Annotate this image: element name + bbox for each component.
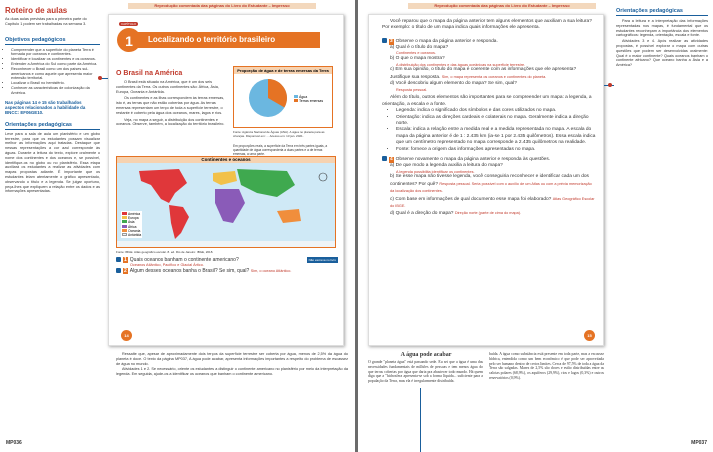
map-graphic bbox=[117, 163, 336, 248]
question-4a: a) De que modo a legenda auxilia a leitura do mapa? bbox=[390, 163, 503, 169]
question-text: Observe novamente o mapa da página anterior e responda às questões. bbox=[395, 156, 551, 162]
map-source: Fonte: IBGE. Atlas geográfico escolar. 8. ed. Rio de Janeiro: IBGE, 2018. bbox=[116, 250, 214, 254]
activity-icon bbox=[116, 268, 121, 273]
bullet-item: • Fonte: fornece a origem das informações apresentadas no mapa. bbox=[396, 147, 596, 153]
questions-1-2 bbox=[116, 257, 338, 274]
question-text: Qual é a direção do mapa? bbox=[395, 211, 454, 217]
paragraph: O Brasil está situado na América, que é um dos seis continentes da Terra. Os outros continentes são: África, Ásia, Europa, Oceania e Antártida. bbox=[116, 80, 219, 94]
bullet-item: • Escala: indica a relação entre a medida real e a medida representada no mapa. A escala do mapa da página anterior é de 1 : 2.435 km (ia-se 1 por 2.435 quilômetros). Essa escala indica que um centímetro representado no mapa corresponde a 2.435 quilômetros na realidade. bbox=[396, 127, 596, 146]
objetivo-item: • Localizar o Brasil no hemisfério. bbox=[11, 81, 100, 86]
question-number: 1 bbox=[124, 257, 127, 263]
asia-shape bbox=[237, 169, 295, 197]
answer-3c: Sim, o mapa representa os oceanos e continentes do planeta. bbox=[441, 74, 547, 79]
question-4d: d) Qual é a direção do mapa? Direção norte (parte de cima do mapa). bbox=[390, 211, 522, 217]
reading-box bbox=[368, 352, 604, 384]
legend-swatch bbox=[122, 233, 127, 236]
question-3a: a) Qual é o título do mapa? bbox=[390, 44, 449, 50]
page-number-15: 15 bbox=[584, 330, 595, 341]
answer-3d: Resposta pessoal. bbox=[396, 87, 428, 92]
africa-shape bbox=[215, 189, 245, 223]
elements-paragraph: Além do título, outros elementos são importantes para se compreender um mapa: a legenda, a orientação, a escala e a fonte. bbox=[382, 95, 592, 107]
question-3d: d) Você descobriu algum elemento do mapa? Se sim, qual? bbox=[390, 81, 517, 87]
bottom-text: Ressalte que, apesar de aproximadamente dois terços da superfície terrestre ser coberta por água, menos de 2,5% da água do planeta é doce. O texto da página MP037, A água pode acabar, apresenta informações importantes a respeito do problema de escassez de água no mundo. bbox=[116, 352, 348, 366]
legend-label: Antártida bbox=[128, 233, 142, 238]
legend-swatch bbox=[122, 212, 127, 215]
header-banner-right: Reprodução comentada das páginas do Livro do Estudante – Impresso bbox=[408, 3, 596, 9]
footer-right: MP037 bbox=[691, 440, 707, 446]
compass-icon bbox=[319, 173, 327, 181]
question-3 bbox=[382, 38, 596, 45]
section-title: O Brasil na América bbox=[116, 70, 183, 77]
question-3b: b) O que o mapa mostra? bbox=[390, 56, 445, 62]
question-4c: c) Com base em informações de qual documento esse mapa foi elaborado? Atlas Geográfico Escolar do IBGE. bbox=[390, 196, 595, 209]
legend-label: América bbox=[128, 212, 141, 216]
objetivo-item: • Identificar e localizar os continentes e os oceanos. bbox=[11, 57, 100, 62]
pie-caption: Em proporções reais, a superfície da Terra em três partes iguais, a quantidade de água corresponderia a duas partes e a de terras emersas, a uma parte. bbox=[233, 144, 328, 156]
atividades-note: Atividades 3 e 4. Após realizar as atividades propostas, é possível explorar o mapa com outras questões que podem ser desenvolvidas oralmente: Qual é o maior continente? Quais oceanos banham o continente africano? Que oceano banha a Ásia e a América? bbox=[616, 39, 708, 68]
bullet-item: • Orientação: indica as direções cardeais e colaterais no mapa. Geralmente indica a direção norte. bbox=[396, 115, 596, 128]
orientacoes-text-right: Para a leitura e a interpretação das informações representadas nos mapas, é fundamental que os estudantes reconheçam a importância dos elementos cartográficos: legenda, orientação, escala e fonte. bbox=[616, 19, 708, 38]
question-text: Você descobriu algum elemento do mapa? Se sim, qual? bbox=[395, 81, 517, 87]
bullet-item: • Legenda: indica o significado dos símbolos e das cores utilizados no mapa. bbox=[396, 108, 596, 114]
legend-swatch bbox=[122, 216, 127, 219]
page15-content bbox=[382, 19, 596, 218]
header-banner-left: Reprodução comentada das páginas do Livro do Estudante – Impresso bbox=[128, 3, 316, 9]
spine bbox=[355, 0, 358, 452]
answer-4b: Resposta pessoal. Seria possível com o auxílio de um Atlas ou com a prévia memorização da localização dos continentes. bbox=[390, 181, 592, 194]
orientacoes-title-left: Orientações pedagógicas bbox=[5, 122, 100, 130]
objetivo-item: • Compreender que a superfície do planeta Terra é formada por oceanos e continentes. bbox=[11, 48, 100, 58]
intro-text: Você reparou que o mapa da página anterior tem alguns elementos que auxiliam a sua leitura? Por exemplo: o título de um mapa indica quais informações ele apresenta. bbox=[382, 19, 592, 31]
question-text: Qual é o título do mapa? bbox=[395, 44, 449, 50]
reading-title: A água pode acabar bbox=[400, 352, 452, 358]
orientacoes-title-right: Orientações pedagógicas bbox=[616, 8, 708, 16]
paragraph: Veja, no mapa a seguir, a distribuição dos continentes e oceanos. Observe, também, a localização do território brasileiro. bbox=[116, 117, 225, 127]
pie-chart-box bbox=[233, 66, 333, 128]
oceania-shape bbox=[277, 209, 301, 223]
activity-icon bbox=[382, 156, 387, 161]
question-text: Em sua opinião, o título do mapa é coerente com as informações que ele apresenta? Justifique sua resposta. bbox=[390, 67, 577, 80]
question-4b: b) Se esse mapa não tivesse legenda, você conseguiria reconhecer e identificar cada um dos continentes? Por quê? Resposta pessoal. Seria possível com o auxílio de um Atlas ou com a prévia memorização da localização dos continentes. bbox=[390, 174, 592, 194]
answer-1: Oceanos Atlântico, Pacífico e Glacial Ártico. bbox=[130, 263, 204, 267]
right-margin bbox=[616, 8, 708, 68]
legend-label: Água bbox=[299, 95, 308, 99]
bncc-note: Nas páginas 14 e 15 são trabalhados aspectos relacionados a habilidade da BNCC: EF06GE10. bbox=[5, 99, 86, 116]
page-number-14: 14 bbox=[121, 330, 132, 341]
no-write-tag: Não escreva no livro bbox=[308, 258, 336, 262]
objetivo-item: • Reconhecer o Brasil como um dos países sul-americanos e como aquele que apresenta maior extensão territorial. bbox=[11, 67, 100, 81]
north-america-shape bbox=[139, 169, 187, 203]
legend-swatch bbox=[294, 99, 298, 102]
pie-legend bbox=[294, 95, 323, 103]
answer-4a: A legenda possibilita identificar os continentes. bbox=[396, 169, 475, 174]
legend-swatch bbox=[122, 225, 127, 228]
footer-left: MP036 bbox=[6, 440, 22, 446]
bottom-atividades: Atividades 1 e 2. Se necessário, oriente os estudantes a distinguir o continente americano no planisfério por meio da interpretação da legenda. Em seguida, ajude-os a identificar os oceanos que banham o continente americano. bbox=[116, 367, 348, 377]
roteiro-text: As duas aulas previstas para a primeira parte do Capítulo 1 podem ser trabalhadas na semana 3. bbox=[5, 17, 87, 26]
antarctica-shape bbox=[117, 241, 336, 248]
activity-icon bbox=[116, 257, 121, 262]
legend-label: Terras emersas bbox=[299, 99, 324, 103]
orientacoes-text-left: Leve para a sala de aula um planisfério e um globo terrestre, para que os estudantes possam visualizar melhor as informações aqui tratadas. Destaque que nessas representações a cor azul corresponde às águas. Durante a leitura do texto, explore oralmente o nome dos continentes e dos oceanos e, se possível, identifique-os no globo ou no planisfério. Essa etapa auxiliará os estudantes a realizar as atividades com mapas propostas adiante. É importante que os estudantes leiam atentamente o gráfico apresentado, observando o título e a legenda. Se julgar oportuno, peça-lhes que expliquem a relação entre os dados e as informações apresentadas. bbox=[5, 131, 100, 194]
question-text: De que modo a legenda auxilia a leitura do mapa? bbox=[395, 163, 503, 169]
question-text: Com base em informações de qual documento esse mapa foi elaborado? bbox=[395, 196, 552, 202]
map-legend bbox=[121, 211, 142, 238]
answer-4d: Direção norte (parte de cima do mapa). bbox=[454, 211, 522, 216]
legend-label: Ásia bbox=[128, 220, 135, 225]
question-text: Quais oceanos banham o continente americano? bbox=[129, 257, 239, 263]
legend-swatch bbox=[122, 229, 127, 232]
reading-col-2: buída. A água como substância está presente em toda parte, mas a escassez hídrica, entendida como um bem econômico é que pode ser aproveitada pelo ser humano dentro de certos limites. Cerca de 97,5% de toda a água da Terra são salgadas. Mares de 2,5% são doces e estão distribuídas entre as calotas polares (68,9%), os aquíferos (29,9%), rios e lagos (0,3%) e outros reservatórios (0,9%). bbox=[489, 352, 604, 380]
question-text: O que o mapa mostra? bbox=[395, 56, 445, 62]
roteiro-title: Roteiro de aulas bbox=[5, 6, 68, 15]
legend-row bbox=[122, 233, 141, 237]
objetivo-item: • Entender a América do Sul como parte da América. bbox=[11, 62, 100, 67]
map-elements-list bbox=[382, 108, 596, 153]
answer-3b: A distribuição dos continentes e das águas oceânicas na superfície terrestre. bbox=[396, 62, 526, 67]
objetivos-list bbox=[5, 48, 100, 96]
left-margin bbox=[5, 6, 100, 194]
europe-shape bbox=[213, 171, 237, 185]
world-map bbox=[116, 156, 336, 248]
south-america-shape bbox=[169, 205, 189, 239]
bottom-left-notes bbox=[116, 352, 348, 377]
legend-swatch bbox=[294, 95, 298, 98]
question-number: 3 bbox=[390, 38, 393, 44]
callout-dot bbox=[98, 76, 102, 80]
chapter-title: Localizando o território brasileiro bbox=[130, 32, 320, 48]
paragraph: Os continentes e as ilhas correspondem às terras emersas, isto é, as terras que não estão cobertas por água. As terras emersas representam um terço de toda a superfície terrestre, o restante é coberto pela água dos oceanos, mares, lagos e rios. bbox=[116, 96, 225, 115]
page14-text bbox=[116, 70, 226, 127]
answer-4c: Atlas Geográfico Escolar do IBGE. bbox=[390, 196, 595, 209]
legend-swatch bbox=[122, 220, 127, 223]
answer-2: Sim, o oceano Atlântico. bbox=[250, 268, 292, 273]
callout-dot bbox=[608, 83, 612, 87]
question-text: Observe o mapa da página anterior e responda. bbox=[395, 38, 498, 44]
callout-line-vertical bbox=[420, 388, 421, 452]
pie-source: Fonte: Agência Nacional de Águas (ANA). A água no planeta para as crianças. Disponível em: ... Acesso em: 13 jan. 2021. bbox=[233, 130, 325, 138]
objetivo-item: • Conhecer as características de colonização da América. bbox=[11, 86, 100, 96]
chapter-number: 1 bbox=[117, 28, 141, 52]
question-text: Se esse mapa não tivesse legenda, você conseguiria reconhecer e identificar cada um dos continentes? Por quê? bbox=[390, 174, 589, 187]
question-text: Algum desses oceanos banha o Brasil? Se sim, qual? bbox=[129, 267, 250, 274]
question-3c: c) Em sua opinião, o título do mapa é coerente com as informações que ele apresenta? Justifique sua resposta. Sim, o mapa representa os oceanos e continentes do planeta. bbox=[390, 67, 577, 80]
legend-land bbox=[294, 99, 323, 103]
chapter-label: CAPÍTULO bbox=[121, 22, 137, 26]
reading-col-1: O grande "planeta água" está passando sede. Eu sei que a água é uma das necessidades fundamentais de milhões de pessoas e tem menos água do que terras cobertas por água que daria pra abastecer todo mundo. Há quem diga que a "hidrosfera apresenta-se sob a forma líquida... suficiente para a população da Terra, mas ela é irregularmente distribuída. bbox=[368, 360, 483, 384]
question-number: 2 bbox=[124, 267, 127, 274]
legend-label: Oceania bbox=[128, 228, 141, 233]
legend-label: Europa bbox=[128, 216, 139, 221]
answer-3a: Continentes e oceanos. bbox=[396, 51, 436, 56]
objetivos-title: Objetivos pedagógicos bbox=[5, 37, 100, 45]
legend-label: África bbox=[128, 224, 137, 229]
activity-icon bbox=[382, 38, 387, 43]
pie-title: Proporção de água e de terras emersas da Terra bbox=[234, 67, 332, 74]
question-number: 4 bbox=[390, 156, 393, 162]
map-title: Continentes e oceanos bbox=[117, 157, 335, 163]
question-2 bbox=[116, 268, 338, 274]
